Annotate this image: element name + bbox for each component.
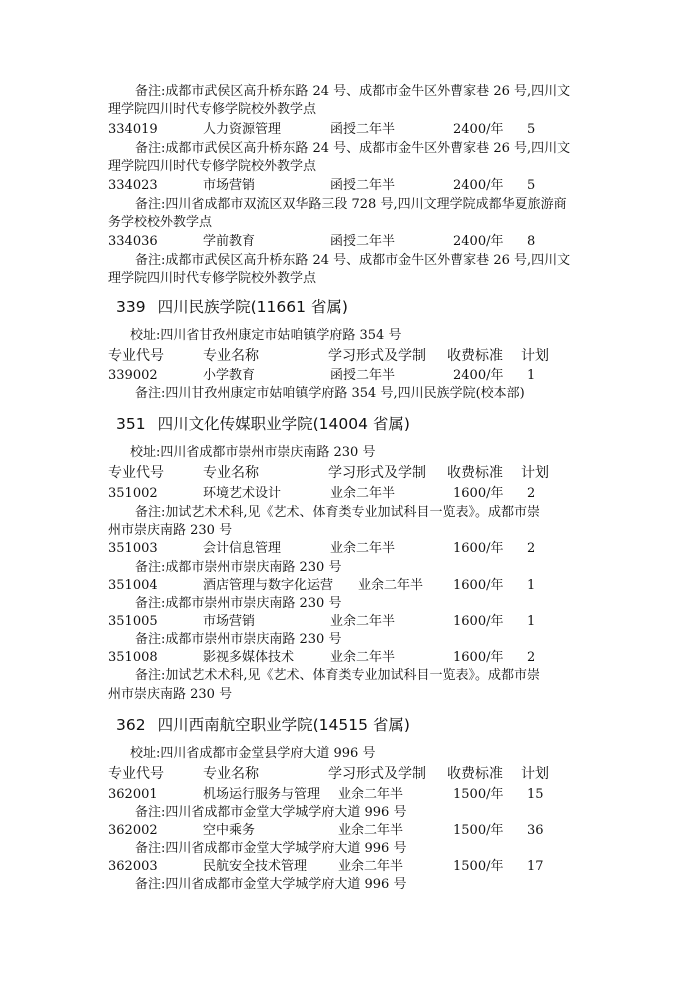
note-line: 理学院四川时代专修学院校外教学点 [108, 271, 317, 286]
school-address: 校址:四川省成都市崇州市崇庆南路 230 号 [130, 445, 376, 460]
note-line: 备注:四川省成都市金堂大学城学府大道 996 号 [135, 805, 407, 820]
major-name: 学前教育 [203, 234, 256, 249]
table-row [0, 178, 700, 194]
note-line: 备注:成都市崇州市崇庆南路 230 号 [135, 560, 342, 575]
header-fee: 收费标准 [447, 465, 503, 481]
fee: 1600/年 [453, 486, 504, 501]
table-row [0, 614, 700, 630]
school-number: 339 [116, 298, 146, 316]
major-code: 362003 [108, 859, 158, 874]
fee: 1600/年 [453, 650, 504, 665]
table-row [0, 787, 700, 803]
study-mode: 函授二年半 [330, 122, 396, 137]
table-row [0, 650, 700, 666]
header-mode: 学习形式及学制 [328, 766, 426, 782]
major-code: 334036 [108, 234, 158, 249]
school-name: 四川民族学院(11661 省属) [157, 298, 348, 316]
table-header [0, 463, 700, 483]
study-mode: 函授二年半 [330, 368, 396, 383]
school-title [116, 714, 410, 736]
note-line: 备注:加试艺术术科,见《艺术、体育类专业加试科目一览表》。成都市崇 [135, 668, 541, 683]
note-line: 务学校校外教学点 [108, 215, 213, 230]
fee: 2400/年 [453, 368, 504, 383]
major-code: 351004 [108, 578, 158, 593]
major-code: 334023 [108, 178, 158, 193]
fee: 2400/年 [453, 178, 504, 193]
note-line: 备注:成都市武侯区高升桥东路 24 号、成都市金牛区外曹家巷 26 号,四川文 [135, 141, 571, 156]
table-row [0, 234, 700, 250]
header-plan: 计划 [521, 465, 549, 481]
note-line: 理学院四川时代专修学院校外教学点 [108, 159, 317, 174]
fee: 1600/年 [453, 541, 504, 556]
major-name: 酒店管理与数字化运营 [203, 578, 334, 593]
table-header [0, 346, 700, 366]
note-line: 备注:成都市崇州市崇庆南路 230 号 [135, 632, 342, 647]
major-code: 351002 [108, 486, 158, 501]
note-line: 备注:四川省成都市金堂大学城学府大道 996 号 [135, 841, 407, 856]
fee: 2400/年 [453, 234, 504, 249]
note-line: 备注:四川甘孜州康定市姑咱镇学府路 354 号,四川民族学院(校本部) [135, 386, 525, 401]
plan: 8 [527, 234, 536, 249]
major-name: 会计信息管理 [203, 541, 282, 556]
header-code: 专业代号 [108, 465, 164, 481]
school-address: 校址:四川省甘孜州康定市姑咱镇学府路 354 号 [130, 328, 402, 343]
plan: 1 [527, 578, 536, 593]
major-name: 小学教育 [203, 368, 256, 383]
major-code: 362001 [108, 787, 158, 802]
header-name: 专业名称 [203, 465, 259, 481]
plan: 2 [527, 486, 536, 501]
major-name: 环境艺术设计 [203, 486, 282, 501]
note-line: 州市崇庆南路 230 号 [108, 523, 233, 538]
fee: 1500/年 [453, 859, 504, 874]
school-address: 校址:四川省成都市金堂县学府大道 996 号 [130, 746, 376, 761]
study-mode: 业余二年半 [330, 614, 396, 629]
plan: 5 [527, 178, 536, 193]
table-row [0, 486, 700, 502]
study-mode: 业余二年半 [338, 823, 404, 838]
study-mode: 业余二年半 [330, 486, 396, 501]
major-name: 市场营销 [203, 178, 256, 193]
study-mode: 业余二年半 [358, 578, 424, 593]
plan: 1 [527, 368, 536, 383]
major-code: 351005 [108, 614, 158, 629]
plan: 2 [527, 650, 536, 665]
table-row [0, 122, 700, 138]
school-title [116, 296, 348, 318]
major-code: 362002 [108, 823, 158, 838]
header-mode: 学习形式及学制 [328, 348, 426, 364]
fee: 1600/年 [453, 614, 504, 629]
plan: 5 [527, 122, 536, 137]
study-mode: 业余二年半 [338, 859, 404, 874]
study-mode: 业余二年半 [330, 650, 396, 665]
table-row [0, 541, 700, 557]
major-name: 空中乘务 [203, 823, 256, 838]
major-code: 339002 [108, 368, 158, 383]
note-line: 备注:成都市崇州市崇庆南路 230 号 [135, 596, 342, 611]
major-name: 机场运行服务与管理 [203, 787, 321, 802]
study-mode: 函授二年半 [330, 178, 396, 193]
plan: 36 [527, 823, 544, 838]
note-line: 备注:四川省成都市金堂大学城学府大道 996 号 [135, 877, 407, 892]
school-name: 四川西南航空职业学院(14515 省属) [157, 716, 410, 734]
major-code: 351008 [108, 650, 158, 665]
fee: 1500/年 [453, 823, 504, 838]
note-line: 州市崇庆南路 230 号 [108, 687, 233, 702]
school-name: 四川文化传媒职业学院(14004 省属) [157, 415, 410, 433]
note-line: 备注:四川省成都市双流区双华路三段 728 号,四川文理学院成都华夏旅游商 [135, 197, 567, 212]
major-name: 民航安全技术管理 [203, 859, 308, 874]
school-number: 351 [116, 415, 146, 433]
major-name: 人力资源管理 [203, 122, 282, 137]
header-plan: 计划 [521, 348, 549, 364]
header-name: 专业名称 [203, 348, 259, 364]
fee: 2400/年 [453, 122, 504, 137]
header-mode: 学习形式及学制 [328, 465, 426, 481]
table-row [0, 859, 700, 875]
table-row [0, 578, 700, 594]
header-plan: 计划 [521, 766, 549, 782]
header-fee: 收费标准 [447, 766, 503, 782]
study-mode: 业余二年半 [338, 787, 404, 802]
study-mode: 业余二年半 [330, 541, 396, 556]
fee: 1500/年 [453, 787, 504, 802]
header-code: 专业代号 [108, 766, 164, 782]
plan: 15 [527, 787, 544, 802]
plan: 17 [527, 859, 544, 874]
major-name: 影视多媒体技术 [203, 650, 295, 665]
school-title [116, 413, 410, 435]
school-number: 362 [116, 716, 146, 734]
note-line: 备注:成都市武侯区高升桥东路 24 号、成都市金牛区外曹家巷 26 号,四川文 [135, 253, 571, 268]
note-line: 理学院四川时代专修学院校外教学点 [108, 102, 317, 117]
study-mode: 函授二年半 [330, 234, 396, 249]
header-code: 专业代号 [108, 348, 164, 364]
table-header [0, 764, 700, 784]
header-fee: 收费标准 [447, 348, 503, 364]
major-code: 351003 [108, 541, 158, 556]
plan: 1 [527, 614, 536, 629]
header-name: 专业名称 [203, 766, 259, 782]
major-code: 334019 [108, 122, 158, 137]
note-line: 备注:加试艺术术科,见《艺术、体育类专业加试科目一览表》。成都市崇 [135, 505, 541, 520]
note-line: 备注:成都市武侯区高升桥东路 24 号、成都市金牛区外曹家巷 26 号,四川文 [135, 84, 571, 99]
fee: 1600/年 [453, 578, 504, 593]
table-row [0, 823, 700, 839]
major-name: 市场营销 [203, 614, 256, 629]
plan: 2 [527, 541, 536, 556]
table-row [0, 368, 700, 384]
